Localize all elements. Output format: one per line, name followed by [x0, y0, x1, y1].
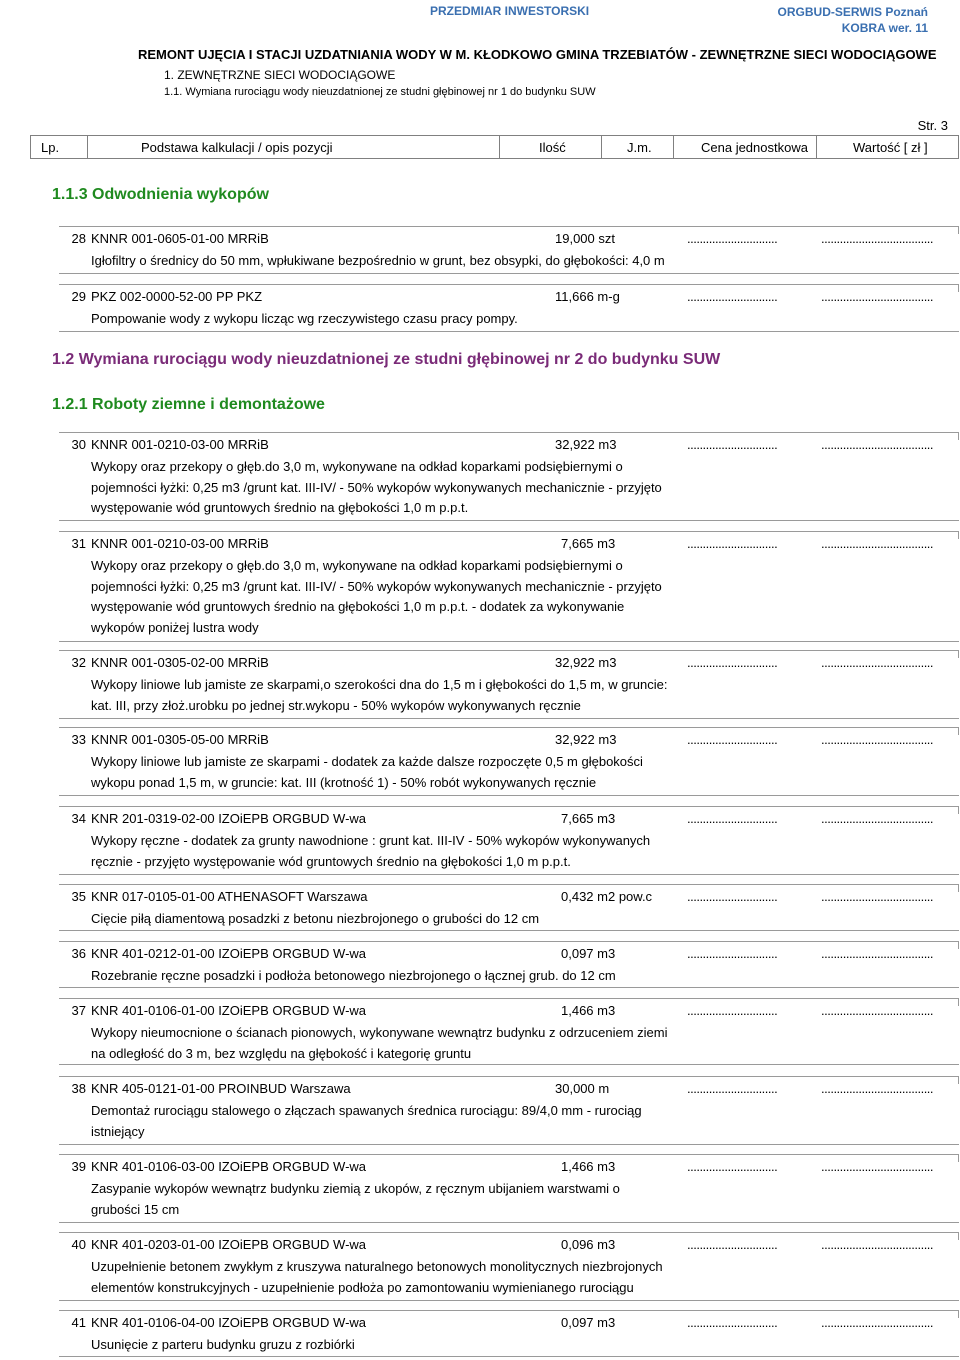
item-basis-code: KNNR 001-0605-01-00 MRRiB: [91, 231, 269, 246]
table-row: [59, 1232, 959, 1301]
item-value: ....................................: [821, 732, 934, 747]
item-number: 41: [71, 1315, 86, 1330]
item-basis-code: KNR 401-0106-03-00 IZOiEPB ORGBUD W-wa: [91, 1159, 367, 1174]
section-1-2-1-heading: 1.2.1 Roboty ziemne i demontażowe: [52, 396, 325, 413]
item-quantity: 1,466 m3: [561, 1159, 616, 1174]
item-description: Pompowanie wody z wykopu licząc wg rzeczywistego czasu pracy pompy.: [91, 311, 518, 326]
item-description: Wykopy ręczne - dodatek za grunty nawodnione : grunt kat. III-IV - 50% wykopów wykonywanych ręcznie - przyjęto występowanie wód gruntowych średnio na głębokości 1,0 m p.p.t.: [91, 833, 651, 869]
item-basis-code: KNR 201-0319-02-00 IZOiEPB ORGBUD W-wa: [91, 811, 367, 826]
row-edge-tick: [958, 226, 959, 234]
table-row: [59, 1310, 959, 1357]
item-unit-price: .............................: [687, 655, 778, 670]
col-basis: Podstawa kalkulacji / opis pozycji: [141, 140, 333, 155]
table-row: [59, 284, 959, 332]
item-number: 38: [71, 1081, 86, 1096]
item-number: 33: [71, 732, 86, 747]
item-value: ....................................: [821, 1081, 934, 1096]
item-unit-price: .............................: [687, 1159, 778, 1174]
table-row: [59, 650, 959, 719]
item-number: 39: [71, 1159, 86, 1174]
item-description: Zasypanie wykopów wewnątrz budynku ziemią z ukopów, z ręcznym ubijaniem warstwami o grubości 15 cm: [91, 1181, 620, 1217]
item-value: ....................................: [821, 811, 934, 826]
item-value: ....................................: [821, 231, 934, 246]
item-quantity: 7,665 m3: [561, 536, 616, 551]
item-quantity: 7,665 m3: [561, 811, 616, 826]
col-unit: J.m.: [627, 140, 652, 155]
header-right: [778, 4, 928, 36]
item-value: ....................................: [821, 1003, 934, 1018]
table-row: [59, 432, 959, 521]
item-number: 31: [71, 536, 86, 551]
row-edge-tick: [958, 1310, 959, 1318]
item-value: ....................................: [821, 889, 934, 904]
item-description: Wykopy liniowe lub jamiste ze skarpami,o szerokości dna do 1,5 m i głębokości do 1,5 m, w gruncie: kat. III, przy złoż.urobku po jednej str.wykopu - 50% wykopów wykonywanych ręcznie: [91, 677, 668, 713]
item-unit-price: .............................: [687, 1003, 778, 1018]
item-quantity: 11,666 m-g: [555, 289, 620, 304]
item-basis-code: KNNR 001-0210-03-00 MRRiB: [91, 437, 269, 452]
item-description: Igłofiltry o średnicy do 50 mm, wpłukiwane bezpośrednio w grunt, bez obsypki, do głębokości: 4,0 m: [91, 253, 665, 268]
item-unit-price: .............................: [687, 946, 778, 961]
item-basis-code: KNR 401-0106-01-00 IZOiEPB ORGBUD W-wa: [91, 1003, 367, 1018]
item-number: 40: [71, 1237, 86, 1252]
row-edge-tick: [958, 1154, 959, 1162]
item-description: Usunięcie z parteru budynku gruzu z rozbiórki: [91, 1337, 355, 1352]
item-number: 37: [71, 1003, 86, 1018]
row-edge-tick: [958, 531, 959, 539]
item-quantity: 0,096 m3: [561, 1237, 616, 1252]
item-description: Wykopy liniowe lub jamiste ze skarpami - dodatek za każde dalsze rozpoczęte 0,5 m głębokości wykopu ponad 1,5 m, w gruncie: kat. III (krotność 1) - 50% robót wykonywanych ręcznie: [91, 754, 643, 790]
col-qty: Ilość: [539, 140, 566, 155]
item-quantity: 30,000 m: [555, 1081, 610, 1096]
section-1-1-3-heading: 1.1.3 Odwodnienia wykopów: [52, 186, 269, 203]
item-unit-price: .............................: [687, 811, 778, 826]
table-row: [59, 806, 959, 875]
item-description: Uzupełnienie betonem zwykłym z kruszywa naturalnego betonowych monolitycznych niezbrojonych elementów konstrukcyjnych - uzupełnienie podłoża po zamontowaniu wymienianego rurociągu: [91, 1259, 663, 1295]
item-number: 29: [71, 289, 86, 304]
item-number: 34: [71, 811, 86, 826]
item-unit-price: .............................: [687, 289, 778, 304]
item-number: 32: [71, 655, 86, 670]
item-value: ....................................: [821, 1315, 934, 1330]
item-unit-price: .............................: [687, 732, 778, 747]
table-row: [59, 1154, 959, 1223]
item-number: 35: [71, 889, 86, 904]
row-edge-tick: [958, 941, 959, 949]
col-divider: [499, 135, 500, 159]
col-lp: Lp.: [41, 140, 60, 155]
item-quantity: 19,000 szt: [555, 231, 615, 246]
col-divider: [87, 135, 88, 159]
row-edge-tick: [958, 284, 959, 292]
item-value: ....................................: [821, 1159, 934, 1174]
item-basis-code: KNNR 001-0210-03-00 MRRiB: [91, 536, 269, 551]
col-divider: [673, 135, 674, 159]
item-basis-code: PKZ 002-0000-52-00 PP PKZ: [91, 289, 263, 304]
table-row: [59, 531, 959, 642]
item-quantity: 0,097 m3: [561, 1315, 616, 1330]
item-quantity: 32,922 m3: [555, 437, 617, 452]
item-description: Demontaż rurociągu stalowego o złączach spawanych średnica rurociągu: 89/4,0 mm - rurociąg istniejący: [91, 1103, 642, 1139]
item-description: Wykopy nieumocnione o ścianach pionowych, wykonywane wewnątrz budynku z odrzuceniem ziemi na odległość do 3 m, bez względu na głębokość i kategorię gruntu: [91, 1025, 668, 1061]
item-value: ....................................: [821, 437, 934, 452]
item-basis-code: KNR 401-0106-04-00 IZOiEPB ORGBUD W-wa: [91, 1315, 367, 1330]
item-value: ....................................: [821, 946, 934, 961]
table-row: [59, 226, 959, 274]
table-row: [59, 884, 959, 931]
row-edge-tick: [958, 432, 959, 440]
item-value: ....................................: [821, 536, 934, 551]
table-row: [59, 727, 959, 796]
item-basis-code: KNR 401-0212-01-00 IZOiEPB ORGBUD W-wa: [91, 946, 367, 961]
item-unit-price: .............................: [687, 1237, 778, 1252]
item-quantity: 0,432 m2 pow.c: [561, 889, 653, 904]
section-1-2-heading: 1.2 Wymiana rurociągu wody nieuzdatnionej ze studni głębinowej nr 2 do budynku SUW: [52, 351, 721, 368]
item-unit-price: .............................: [687, 536, 778, 551]
row-edge-tick: [958, 727, 959, 735]
item-unit-price: .............................: [687, 889, 778, 904]
item-value: ....................................: [821, 1237, 934, 1252]
item-description: Wykopy oraz przekopy o głęb.do 3,0 m, wykonywane na odkład koparkami podsiębiernymi o pojemności łyżki: 0,25 m3 /grunt kat. III-IV/ - 50% wykopów wykonywanych mechanicznie - przyjęto występowanie wód gruntowych średnio na głębokości 1,0 m p.p.t. - dodatek za wykonywanie wykopów poniżej lustra wody: [91, 558, 662, 635]
item-description: Cięcie piłą diamentową posadzki z betonu niezbrojonego o grubości do 12 cm: [91, 911, 540, 926]
table-row: [59, 998, 959, 1065]
table-row: [59, 1076, 959, 1145]
page-number: Str. 3: [917, 118, 948, 133]
item-quantity: 0,097 m3: [561, 946, 616, 961]
row-edge-tick: [958, 1076, 959, 1084]
software-version: KOBRA wer. 11: [841, 21, 928, 35]
col-value: Wartość [ zł ]: [853, 140, 928, 155]
item-basis-code: KNNR 001-0305-02-00 MRRiB: [91, 655, 269, 670]
item-number: 30: [71, 437, 86, 452]
col-divider: [816, 135, 817, 159]
item-quantity: 32,922 m3: [555, 732, 617, 747]
item-basis-code: KNR 017-0105-01-00 ATHENASOFT Warszawa: [91, 889, 368, 904]
row-edge-tick: [958, 884, 959, 892]
item-unit-price: .............................: [687, 437, 778, 452]
item-unit-price: .............................: [687, 1081, 778, 1096]
item-basis-code: KNR 405-0121-01-00 PROINBUD Warszawa: [91, 1081, 351, 1096]
item-basis-code: KNR 401-0203-01-00 IZOiEPB ORGBUD W-wa: [91, 1237, 367, 1252]
item-number: 36: [71, 946, 86, 961]
row-edge-tick: [958, 998, 959, 1006]
section-1-1-title: 1.1. Wymiana rurociągu wody nieuzdatnionej ze studni głębinowej nr 1 do budynku SUW: [164, 86, 596, 98]
col-unit-price: Cena jednostkowa: [701, 140, 808, 155]
item-quantity: 32,922 m3: [555, 655, 617, 670]
document-title: REMONT UJĘCIA I STACJI UZDATNIANIA WODY W M. KŁODKOWO GMINA TRZEBIATÓW - ZEWNĘTRZNE SIECI WODOCIĄGOWE: [138, 47, 937, 62]
item-quantity: 1,466 m3: [561, 1003, 616, 1018]
col-divider: [601, 135, 602, 159]
column-header: [30, 135, 959, 159]
row-edge-tick: [958, 1232, 959, 1240]
table-row: [59, 941, 959, 988]
item-value: ....................................: [821, 655, 934, 670]
item-unit-price: .............................: [687, 231, 778, 246]
section-1-title: 1. ZEWNĘTRZNE SIECI WODOCIĄGOWE: [164, 68, 396, 82]
item-value: ....................................: [821, 289, 934, 304]
row-edge-tick: [958, 806, 959, 814]
item-basis-code: KNNR 001-0305-05-00 MRRiB: [91, 732, 269, 747]
item-description: Rozebranie ręczne posadzki i podłoża betonowego niezbrojonego o łącznej grub. do 12 cm: [91, 968, 616, 983]
item-description: Wykopy oraz przekopy o głęb.do 3,0 m, wykonywane na odkład koparkami podsiębiernymi o pojemności łyżki: 0,25 m3 /grunt kat. III-IV/ - 50% wykopów wykonywanych mechanicznie - przyjęto występowanie wód gruntowych średnio na głębokości 1,0 m p.p.t.: [91, 459, 662, 515]
row-edge-tick: [958, 650, 959, 658]
item-unit-price: .............................: [687, 1315, 778, 1330]
company-name: ORGBUD-SERWIS Poznań: [777, 5, 928, 19]
header-left-title: PRZEDMIAR INWESTORSKI: [430, 4, 590, 18]
item-number: 28: [71, 231, 86, 246]
